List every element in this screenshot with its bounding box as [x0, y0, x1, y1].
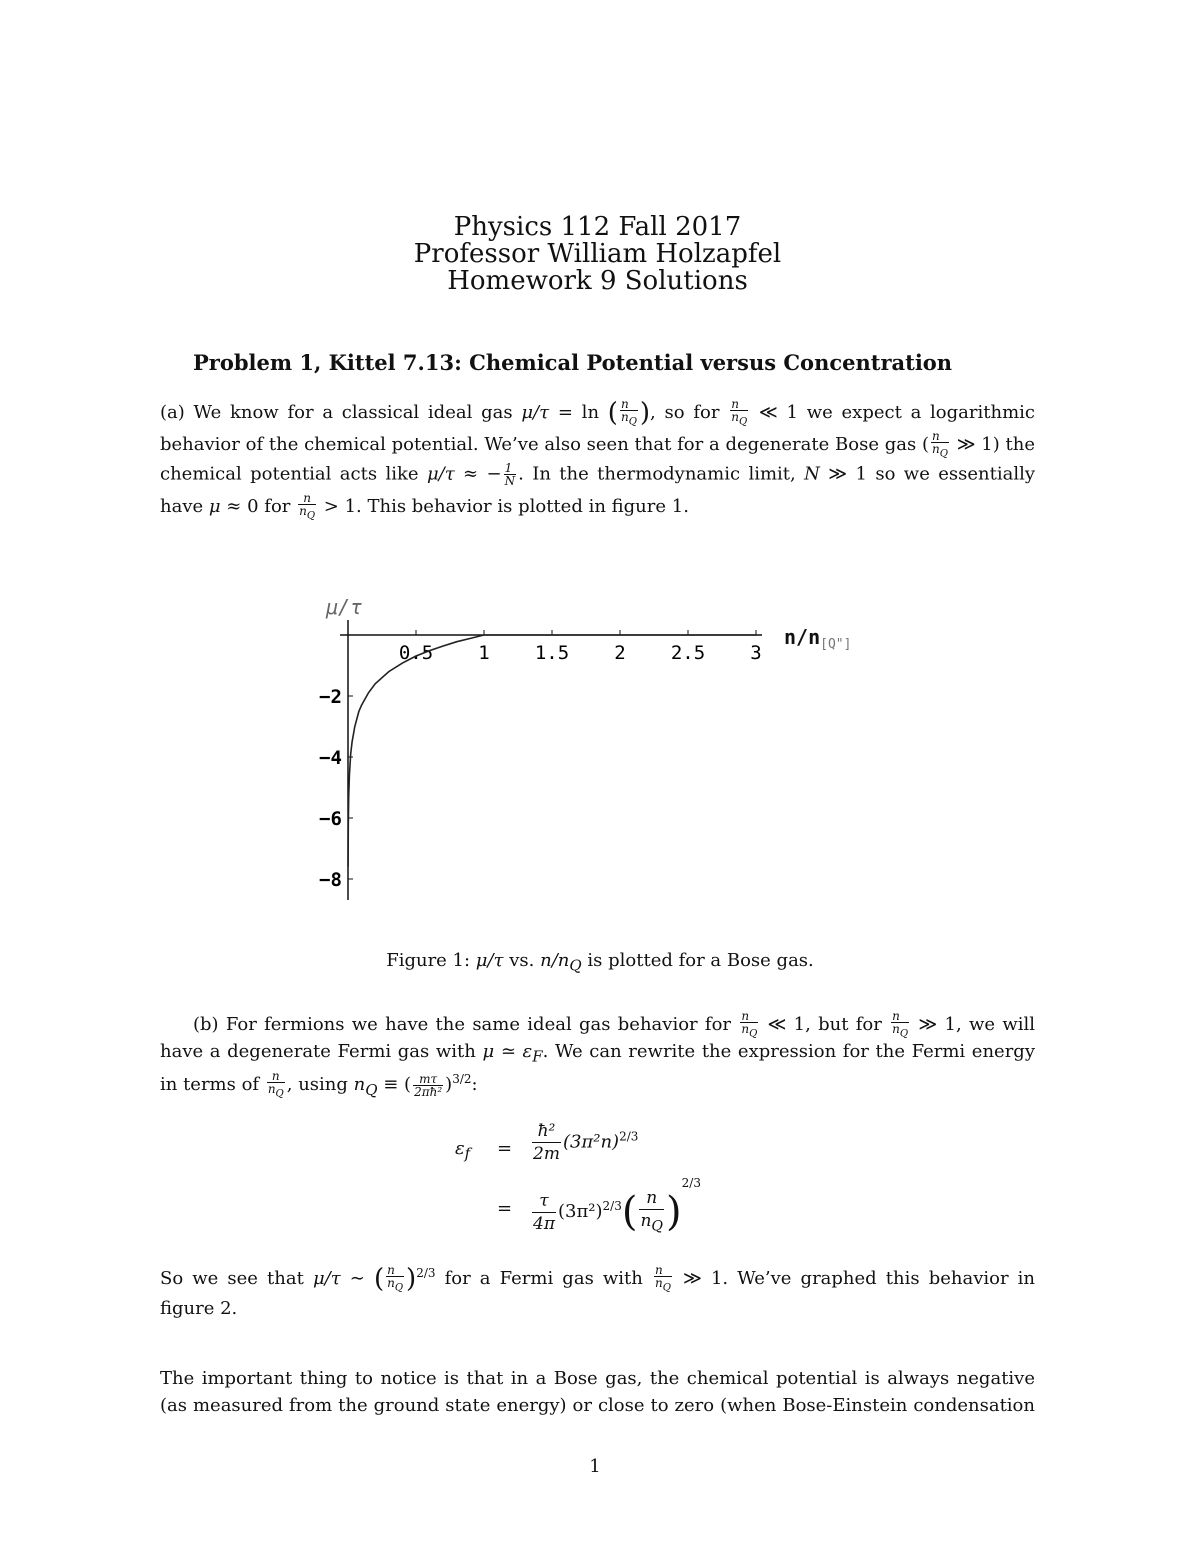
x-tick-label: 3 [750, 642, 762, 664]
important-line-1: The important thing to notice is that in a Bose gas, the chemical potential is always negative [160, 1368, 1035, 1389]
part-a-line-2: behavior of the chemical potential. We’ve also seen that for a degenerate Bose gas ( $\frac{n}{n_Q}$ ≫ 1) the [160, 429, 1035, 460]
part-b-line-3: in terms of $\frac{n}{n_Q}$ , using $n_Q$ ≡ ( $\frac{m\tau}{\text{2πħ²}}$ )$^{3/2}$: [160, 1069, 478, 1100]
problem-heading: Problem 1, Kittel 7.13: Chemical Potential versus Concentration [193, 350, 953, 375]
part-a-line-4: have μ ≈ 0 for $\frac{n}{n_Q}$ > 1. This behavior is plotted in figure 1. [160, 491, 689, 522]
conclusion-line-2: figure 2. [160, 1298, 238, 1319]
eq2-equals: = [497, 1198, 513, 1219]
x-tick-label: 0.5 [398, 642, 434, 664]
doc-title-professor: Professor William Holzapfel [413, 239, 782, 269]
doc-title-course: Physics 112 Fall 2017 [453, 212, 742, 242]
x-tick-label: 2 [614, 642, 626, 664]
y-tick-label: −4 [319, 747, 342, 769]
important-line-2: (as measured from the ground state energy) or close to zero (when Bose-Einstein condensation [160, 1395, 1035, 1416]
y-tick-label: −8 [319, 869, 342, 891]
x-axis-label: $n/n_{[Q"]}$ [784, 625, 852, 652]
figure-1-caption: Figure 1: μ/τ vs. $n/n_Q$ is plotted for a Bose gas. [386, 950, 814, 975]
part-b-line-1: (b) For fermions we have the same ideal gas behavior for $\frac{n}{n_Q}$ ≪ 1, but for $\frac{n}{n_Q}$ ≫ 1, we will [193, 1009, 1036, 1040]
page-number: 1 [589, 1456, 601, 1477]
eq1-rhs: $\frac{\text{ħ²}}{2m}$ $(3\pi^2n)^{2/3}$ [533, 1121, 639, 1164]
part-a-line-3: chemical potential acts like μ/τ ≈ − $\frac{1}{N}$ . In the thermodynamic limit, N ≫ 1 so we essentially [160, 461, 1036, 488]
y-tick-label: −6 [319, 808, 342, 830]
figure-1-chart [300, 590, 900, 910]
x-tick-label: 2.5 [670, 642, 706, 664]
eq1-equals: = [497, 1138, 513, 1159]
y-tick-label: −2 [319, 686, 342, 708]
eq2-rhs: $\frac{\tau}{4\pi}$ $(3\pi^2)^{2/3}$( $\frac{n}{n_Q}$ )$^{2/3}$ [533, 1176, 701, 1235]
doc-title-homework: Homework 9 Solutions [447, 266, 748, 296]
part-a-line-1: (a) We know for a classical ideal gas μ/τ = ln ( $\frac{n}{n_Q}$ ), so for $\frac{n}{n_Q}$ ≪ 1 we expect a logarithmic [160, 397, 1035, 429]
bose-gas-curve [348, 635, 756, 867]
eq1-lhs: $\varepsilon_f$ [455, 1138, 471, 1163]
x-tick-label: 1 [478, 642, 490, 664]
part-b-line-2: have a degenerate Fermi gas with μ ≃ $\varepsilon_F$. We can rewrite the expression for the Fermi energy [160, 1041, 1036, 1066]
y-axis-label: μ/τ [326, 595, 363, 619]
x-tick-label: 1.5 [534, 642, 570, 664]
conclusion-line-1: So we see that μ/τ ∼ ( $\frac{n}{n_Q}$ )$^{2/3}$ for a Fermi gas with $\frac{n}{n_Q}$ ≫ 1. We’ve graphed this behavior in [160, 1263, 1036, 1295]
